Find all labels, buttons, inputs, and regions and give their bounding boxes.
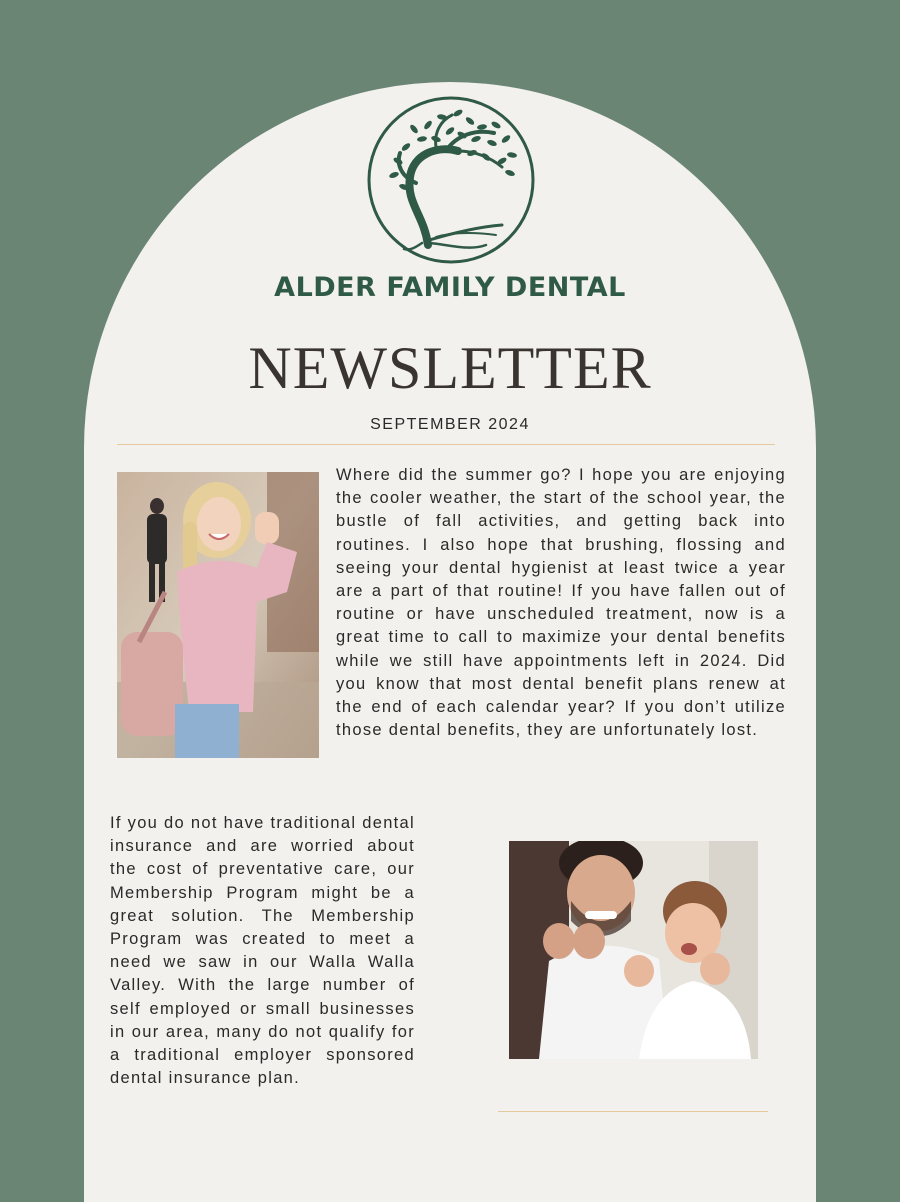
brand-name: ALDER FAMILY DENTAL xyxy=(274,272,626,303)
issue-date: SEPTEMBER 2024 xyxy=(370,416,530,433)
intro-paragraph: Where did the summer go? I hope you are enjoying the cooler weather, the start of the school year, the bustle of fall activities, and getting back into routines. I also hope that brushing, flossing and seeing your dental hygienist at least twice a year are a part of that routine! If you have fallen out of routine or have unscheduled treatment, now is a great time to call to maximize your dental benefits while we still have appointments left in 2024. Did you know that most dental benefit plans renew at the end of each calendar year? If you don’t utilize those dental benefits, they are unfortunately lost. xyxy=(336,466,786,740)
divider-bottom xyxy=(498,1111,768,1112)
photo-father-son-flossing xyxy=(509,841,758,1059)
membership-paragraph: If you do not have traditional dental insurance and are worried about the cost of preventative care, our Membership Program might be a great solution. The Membership Program was created to meet a need we saw in our Walla Walla Valley. With the large number of self employed or small businesses in our area, many do not qualify for a traditional employer sponsored dental insurance plan. xyxy=(110,814,415,1088)
page-title: NEWSLETTER xyxy=(248,335,652,401)
photo-smiling-woman xyxy=(117,472,319,758)
divider-top xyxy=(117,444,775,445)
tree-circle-logo-icon xyxy=(366,95,536,265)
